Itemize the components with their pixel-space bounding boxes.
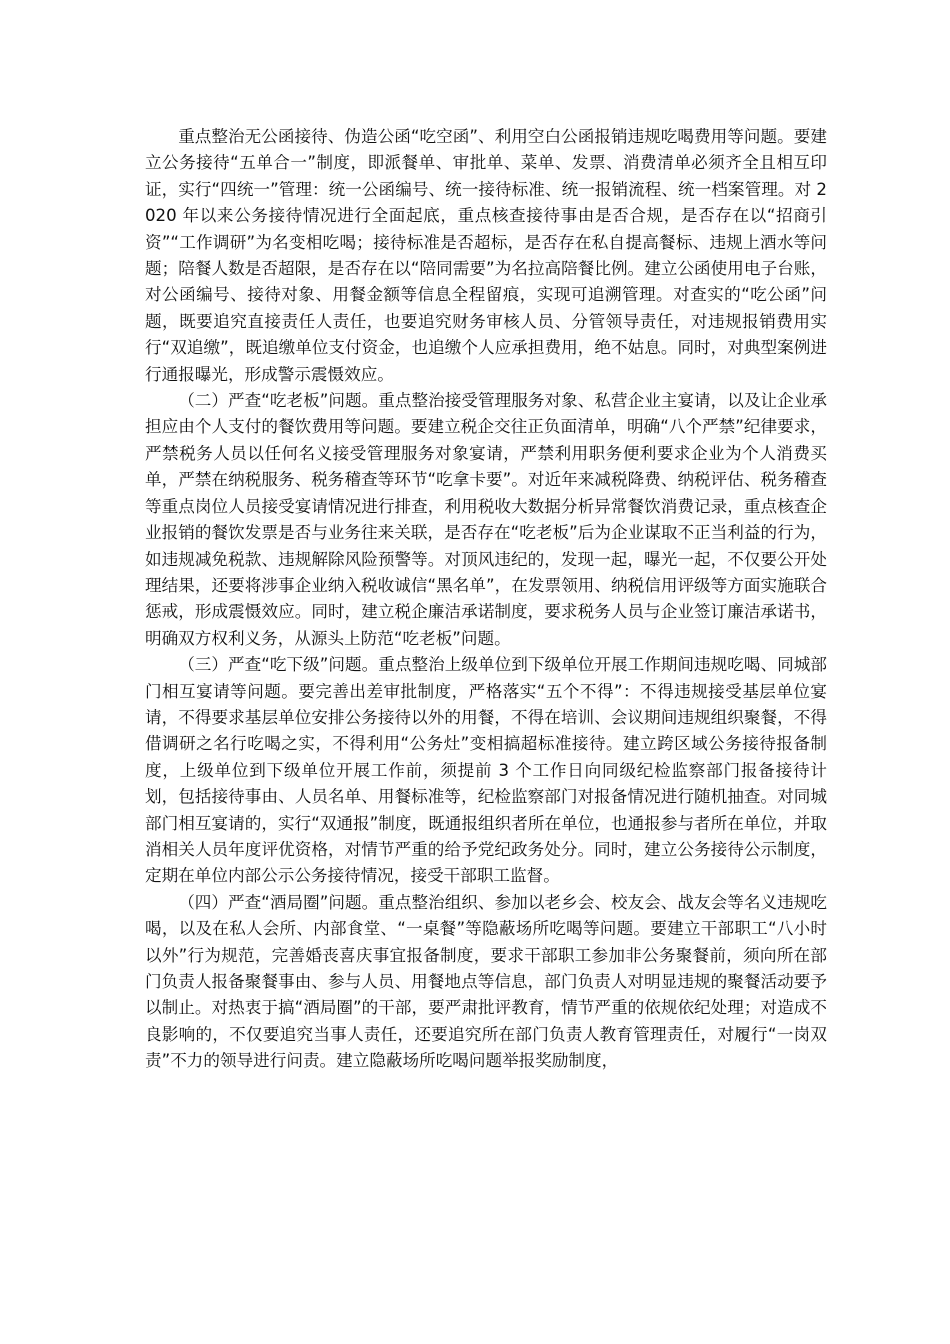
document-body — [145, 124, 827, 1075]
paragraph-gongbao: 重点整治无公函接待、伪造公函“吃空函”、利用空白公函报销违规吃喝费用等问题。要建立公务接待“五单合一”制度，即派餐单、审批单、菜单、发票、消费清单必须齐全且相互印证，实行“四统一”管理：统一公函编号、统一接待标准、统一报销流程、统一档案管理。对 2020 年以来公务接待情况进行全面起底，重点核查接待事由是否合规，是否存在以“招商引资”“工作调研”为名变相吃喝；接待标准是否超标，是否存在私自提高餐标、违规上酒水等问题；陪餐人数是否超限，是否存在以“陪同需要”为名拉高陪餐比例。建立公函使用电子台账，对公函编号、接待对象、用餐金额等信息全程留痕，实现可追溯管理。对查实的“吃公函”问题，既要追究直接责任人责任，也要追究财务审核人员、分管领导责任，对违规报销费用实行“双追缴”，既追缴单位支付资金，也追缴个人应承担费用，绝不姑息。同时，对典型案例进行通报曝光，形成警示震慑效应。 — [145, 127, 827, 384]
paragraph-chi-xiaji: （三）严查“吃下级”问题。重点整治上级单位到下级单位开展工作期间违规吃喝、同城部门相互宴请等问题。要完善出差审批制度，严格落实“五个不得”：不得违规接受基层单位宴请，不得要求基层单位安排公务接待以外的用餐，不得在培训、会议期间违规组织聚餐，不得借调研之名行吃喝之实，不得利用“公务灶”变相搞超标准接待。建立跨区域公务接待报备制度，上级单位到下级单位开展工作前，须提前 3 个工作日向同级纪检监察部门报备接待计划，包括接待事由、人员名单、用餐标准等，纪检监察部门对报备情况进行随机抽查。对同城部门相互宴请的，实行“双通报”制度，既通报组织者所在单位，也通报参与者所在单位，并取消相关人员年度评优资格，对情节严重的给予党纪政务处分。同时，建立公务接待公示制度，定期在单位内部公示公务接待情况，接受干部职工监督。 — [145, 655, 827, 886]
paragraph-chi-laoban: （二）严查“吃老板”问题。重点整治接受管理服务对象、私营企业主宴请，以及让企业承担应由个人支付的餐饮费用等问题。要建立税企交往正负面清单，明确“八个严禁”纪律要求，严禁税务人员以任何名义接受管理服务对象宴请，严禁利用职务便利要求企业为个人消费买单，严禁在纳税服务、税务稽查等环节“吃拿卡要”。对近年来减税降费、纳税评估、税务稽查等重点岗位人员接受宴请情况进行排查，利用税收大数据分析异常餐饮消费记录，重点核查企业报销的餐饮发票是否与业务往来关联，是否存在“吃老板”后为企业谋取不正当利益的行为，如违规减免税款、违规解除风险预警等。对顶风违纪的，发现一起，曝光一起，不仅要公开处理结果，还要将涉事企业纳入税收诚信“黑名单”，在发票领用、纳税信用评级等方面实施联合惩戒，形成震慑效应。同时，建立税企廉洁承诺制度，要求税务人员与企业签订廉洁承诺书，明确双方权利义务，从源头上防范“吃老板”问题。 — [145, 391, 827, 648]
paragraph-jiuju-quan: （四）严查“酒局圈”问题。重点整治组织、参加以老乡会、校友会、战友会等名义违规吃喝，以及在私人会所、内部食堂、“一桌餐”等隐蔽场所吃喝等问题。要建立干部职工“八小时以外”行为规范，完善婚丧喜庆事宜报备制度，要求干部职工参加非公务聚餐前，须向所在部门负责人报备聚餐事由、参与人员、用餐地点等信息，部门负责人对明显违规的聚餐活动要予以制止。对热衷于搞“酒局圈”的干部，要严肃批评教育，情节严重的依规依纪处理；对造成不良影响的，不仅要追究当事人责任，还要追究所在部门负责人教育管理责任，对履行“一岗双责”不力的领导进行问责。建立隐蔽场所吃喝问题举报奖励制度， — [145, 892, 827, 1071]
